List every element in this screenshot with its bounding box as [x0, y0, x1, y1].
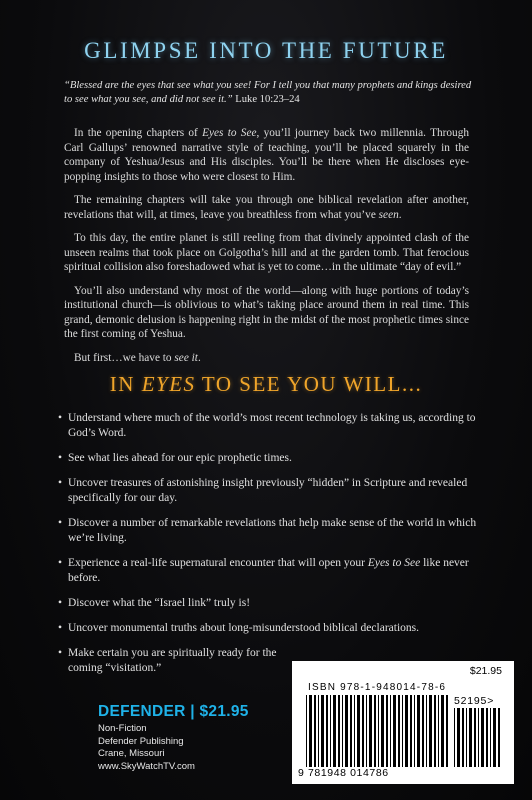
paragraph-1-text-a: In the opening chapters of [74, 127, 203, 139]
paragraph-2-text-b: . [398, 208, 402, 221]
category-label: Non-Fiction [98, 723, 147, 734]
list-item-text: Make certain you are spiritually ready for the coming “visitation.” [68, 647, 277, 674]
quote-text: “Blessed are the eyes that see what you see! For I tell you that many prophets and kings desired to see what you see, and did not see it.” [64, 80, 472, 105]
addon-code: 52195> [454, 695, 495, 707]
paragraph-1 [64, 126, 469, 184]
paragraph-4: You’ll also understand why most of the world—along with huge portions of today’s institutional church—is oblivious to what’s taking place around them in real time. This grand, demonic delusion is happening right in the midst of the most prophetic times since the first coming of Yeshua. [64, 284, 469, 340]
paragraph-5 [64, 351, 469, 366]
addon-barcode-bars-icon [454, 708, 500, 767]
description-body [64, 126, 469, 374]
cover-title: GLIMPSE INTO THE FUTURE [84, 38, 448, 63]
bullet-icon: • [58, 557, 63, 569]
scripture-quote [64, 79, 472, 107]
list-item [58, 556, 478, 586]
list-item-text: Discover a number of remarkable revelations that help make sense of the world in which we’re living. [68, 517, 477, 544]
publisher-block [98, 703, 258, 773]
list-item [58, 476, 478, 506]
features-heading-post: TO SEE YOU WILL... [195, 372, 423, 396]
list-item-text: Understand where much of the world’s most recent technology is taking us, according to God’s Word. [68, 412, 476, 439]
isbn-barcode-box [292, 661, 514, 784]
features-heading-pre: IN [109, 372, 142, 396]
paragraph-2-text-a: The remaining chapters will take you through one biblical revelation after another, revelations that will, at times, leave you breathless from what you’ve [64, 194, 469, 221]
publisher-brand-price: DEFENDER | $21.95 [98, 703, 249, 720]
list-item-text-b: like never before. [68, 557, 469, 584]
features-heading-emphasis: EYES [141, 372, 196, 396]
barcode-number: 9 781948 014786 [298, 767, 389, 779]
list-item-text-a: Experience a real-life supernatural encounter that will open your [68, 557, 368, 569]
bullet-icon: • [58, 597, 63, 609]
quote-reference: Luke 10:23–24 [235, 94, 300, 105]
bullet-icon: • [58, 647, 63, 659]
bullet-icon: • [58, 622, 63, 634]
barcode-bars-icon [306, 695, 448, 767]
publisher-name: Defender Publishing [98, 735, 184, 747]
paragraph-5-emphasis: see it [174, 351, 198, 364]
list-item-text: See what lies ahead for our epic prophetic times. [68, 452, 292, 464]
list-item [58, 596, 478, 611]
paragraph-3: To this day, the entire planet is still reeling from that divinely appointed clash of the unseen realms that took place on Golgotha’s hill and at the garden tomb. That ferocious spiritual collision also foreshadowed what is yet to come…in the ultimate “day of evil.” [64, 232, 469, 273]
book-title-inline: Eyes to See [202, 127, 257, 139]
list-item-text: Uncover monumental truths about long-misunderstood biblical declarations. [68, 622, 419, 634]
paragraph-2-emphasis: seen [378, 208, 399, 221]
list-item [58, 621, 478, 636]
paragraph-2 [64, 193, 469, 222]
barcode-price: $21.95 [469, 665, 502, 677]
list-item-text: Discover what the “Israel link” truly is! [68, 597, 251, 609]
features-heading [0, 372, 532, 397]
publisher-city: Crane, Missouri [98, 748, 165, 759]
isbn-label: ISBN 978-1-948014-78-6 [308, 682, 447, 693]
bullet-icon: • [58, 452, 63, 464]
list-item [58, 451, 478, 466]
book-title-inline: Eyes to See [367, 557, 421, 569]
bullet-icon: • [58, 517, 63, 529]
list-item [58, 411, 478, 441]
paragraph-5-text-a: But first…we have to [74, 351, 175, 364]
paragraph-1-text-b: , you’ll journey back two millennia. Through Carl Gallups’ renowned narrative style of teaching, you’ll be placed squarely in the company of Yeshua/Jesus and His disciples. You’ll be there when He discloses eye-popping insights to those who were closest to Him. [64, 127, 469, 183]
list-item-text: Uncover treasures of astonishing insight previously “hidden” in Scripture and revealed specifically for our day. [68, 477, 468, 504]
publisher-website: www.SkyWatchTV.com [98, 760, 195, 772]
bullet-icon: • [58, 477, 63, 489]
list-item [58, 646, 293, 676]
paragraph-5-text-b: . [197, 351, 201, 364]
features-list [58, 411, 478, 676]
list-item [58, 516, 478, 546]
bullet-icon: • [58, 412, 63, 424]
